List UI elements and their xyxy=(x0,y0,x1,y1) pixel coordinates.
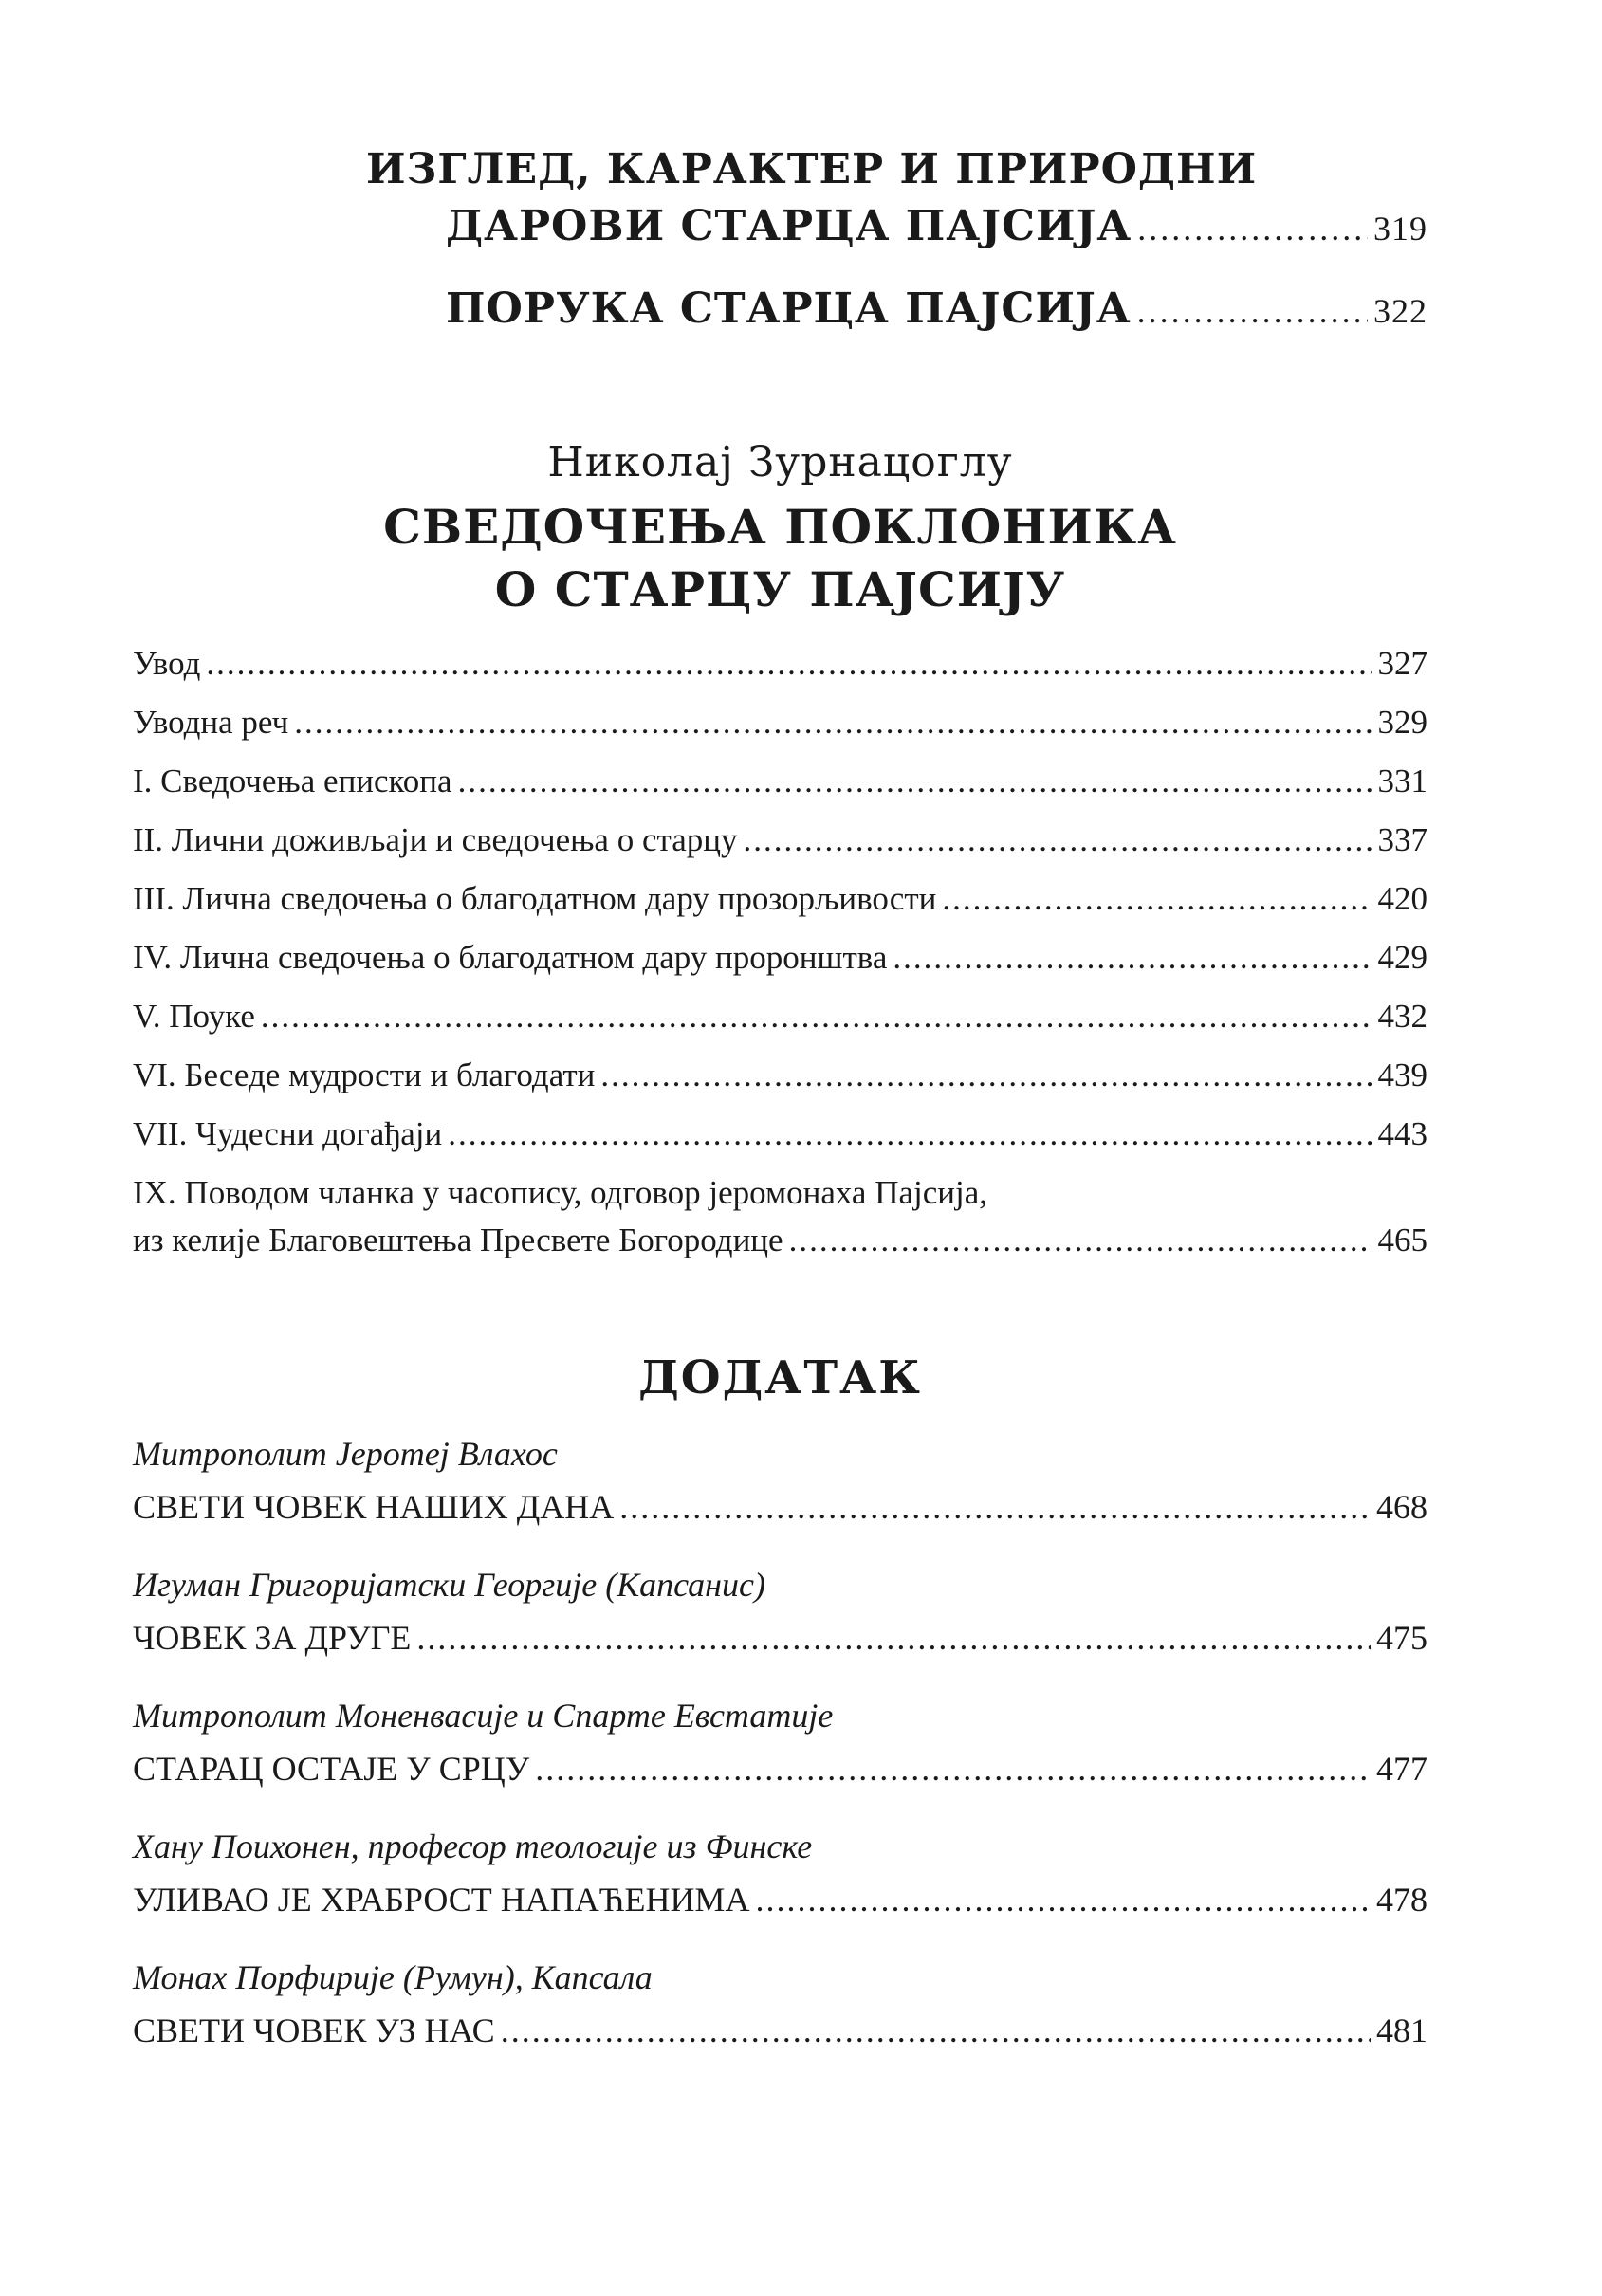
dot-leader xyxy=(448,1115,1372,1153)
toc-entry-text: ПОРУКА СТАРЦА ПАЈСИЈА xyxy=(446,285,1132,333)
chapter-list xyxy=(133,645,1427,1259)
page-number: 429 xyxy=(1377,939,1427,976)
dot-leader xyxy=(789,1221,1372,1259)
toc-entry-text-line1: IX. Поводом чланка у часопису, одговор јеромонаха Пајсија, xyxy=(133,1174,988,1211)
dot-leader xyxy=(600,1056,1372,1094)
appendix-author: Хану Поихонен, професор теологије из Финске xyxy=(133,1828,813,1865)
toc-entry-text: ЧОВЕК ЗА ДРУГЕ xyxy=(133,1619,412,1657)
dot-leader xyxy=(206,645,1372,683)
toc-entry-text: УЛИВАО ЈЕ ХРАБРОСТ НАПАЋЕНИМА xyxy=(133,1881,750,1919)
page-number: 319 xyxy=(1373,210,1427,248)
dot-leader xyxy=(501,2011,1371,2050)
page-number: 327 xyxy=(1377,645,1427,682)
toc-entry-text: IV. Лична сведочења о благодатном дару проронштва xyxy=(133,939,888,976)
toc-entry[interactable] xyxy=(133,645,1427,704)
appendix-author: Игуман Григоријатски Георгије (Капсанис) xyxy=(133,1566,766,1604)
dot-leader xyxy=(893,939,1372,977)
appendix-row xyxy=(133,1618,1427,1658)
dot-leader xyxy=(755,1880,1371,1919)
toc-entry-text: VII. Чудесни догађаји xyxy=(133,1115,443,1152)
toc-entry-text: V. Поуке xyxy=(133,998,255,1035)
page-number: 337 xyxy=(1377,821,1427,858)
page-number: 432 xyxy=(1377,998,1427,1035)
appendix-row xyxy=(133,1880,1427,1919)
page-number: 443 xyxy=(1377,1115,1427,1152)
dot-leader xyxy=(1137,291,1368,331)
toc-entry[interactable] xyxy=(133,1115,1427,1174)
page-number: 420 xyxy=(1377,880,1427,917)
toc-entry[interactable] xyxy=(133,939,1427,998)
dot-leader xyxy=(416,1618,1371,1658)
toc-entry-line2 xyxy=(133,1221,1427,1259)
page-number: 331 xyxy=(1377,762,1427,799)
toc-entry-multiline[interactable] xyxy=(133,1174,1427,1259)
dot-leader xyxy=(535,1749,1371,1789)
appendix-list xyxy=(133,1434,1427,2088)
toc-entry-text: Увод xyxy=(133,645,201,682)
part-title-line2: О СТАРЦУ ПАЈСИЈУ xyxy=(494,561,1066,617)
appendix-title: ДОДАТАК xyxy=(638,1351,922,1405)
toc-entry[interactable] xyxy=(133,1056,1427,1115)
dot-leader xyxy=(458,762,1372,800)
dot-leader xyxy=(261,998,1372,1036)
toc-entry[interactable] xyxy=(133,704,1427,762)
dot-leader xyxy=(619,1487,1371,1527)
appendix-row xyxy=(133,2011,1427,2050)
appendix-entry[interactable] xyxy=(133,1565,1427,1696)
appendix-entry[interactable] xyxy=(133,1827,1427,1957)
toc-entry-text: СТАРАЦ ОСТАЈЕ У СРЦУ xyxy=(133,1750,530,1788)
toc-entry-text: из келије Благовештења Пресвете Богородице xyxy=(133,1221,783,1258)
toc-entry[interactable] xyxy=(133,762,1427,821)
dot-leader xyxy=(942,880,1372,918)
page-number: 439 xyxy=(1377,1056,1427,1093)
page-number: 329 xyxy=(1377,704,1427,741)
toc-entry-text: Уводна реч xyxy=(133,704,289,741)
dot-leader xyxy=(294,704,1372,742)
appendix-entry[interactable] xyxy=(133,1957,1427,2088)
appendix-author: Митрополит Моненвасије и Спарте Евстатије xyxy=(133,1697,834,1735)
toc-entry-text: I. Сведочења епископа xyxy=(133,762,452,799)
toc-entry[interactable] xyxy=(133,821,1427,880)
page-number: 322 xyxy=(1373,292,1427,330)
toc-page xyxy=(133,0,1427,2296)
page-number: 478 xyxy=(1376,1881,1427,1919)
page-number: 477 xyxy=(1376,1750,1427,1788)
toc-entry-text: ИЗГЛЕД, КАРАКТЕР И ПРИРОДНИ xyxy=(366,145,1258,193)
appendix-author: Монах Порфирије (Румун), Капсала xyxy=(133,1958,653,1996)
dot-leader xyxy=(1137,209,1368,248)
toc-entry-text: VI. Беседе мудрости и благодати xyxy=(133,1056,596,1093)
toc-entry-text: СВЕТИ ЧОВЕК УЗ НАС xyxy=(133,2011,495,2049)
page-number: 475 xyxy=(1376,1619,1427,1657)
appendix-entry[interactable] xyxy=(133,1696,1427,1827)
toc-entry[interactable] xyxy=(133,998,1427,1056)
toc-entry-text: СВЕТИ ЧОВЕК НАШИХ ДАНА xyxy=(133,1488,615,1526)
part-author: Николај Зурнацоглу xyxy=(547,438,1013,487)
dot-leader xyxy=(743,821,1372,859)
page-number: 465 xyxy=(1377,1221,1427,1258)
appendix-author: Митрополит Јеротеј Влахос xyxy=(133,1435,558,1473)
page-number: 468 xyxy=(1376,1488,1427,1526)
appendix-entry[interactable] xyxy=(133,1434,1427,1565)
toc-entry-text: II. Лични доживљаји и сведочења о старцу xyxy=(133,821,738,858)
toc-entry-text: III. Лична сведочења о благодатном дару прозорљивости xyxy=(133,880,937,917)
part-title-line1: СВЕДОЧЕЊА ПОКЛОНИКА xyxy=(383,499,1177,555)
toc-entry[interactable] xyxy=(133,880,1427,939)
toc-entry-appearance[interactable] xyxy=(446,202,1427,250)
toc-entry-text: ДАРОВИ СТАРЦА ПАЈСИЈА xyxy=(446,202,1132,250)
appendix-row xyxy=(133,1749,1427,1789)
page-number: 481 xyxy=(1376,2011,1427,2049)
toc-entry-message[interactable] xyxy=(446,285,1427,333)
appendix-row xyxy=(133,1487,1427,1527)
toc-entry-heading-line1 xyxy=(366,145,1257,193)
